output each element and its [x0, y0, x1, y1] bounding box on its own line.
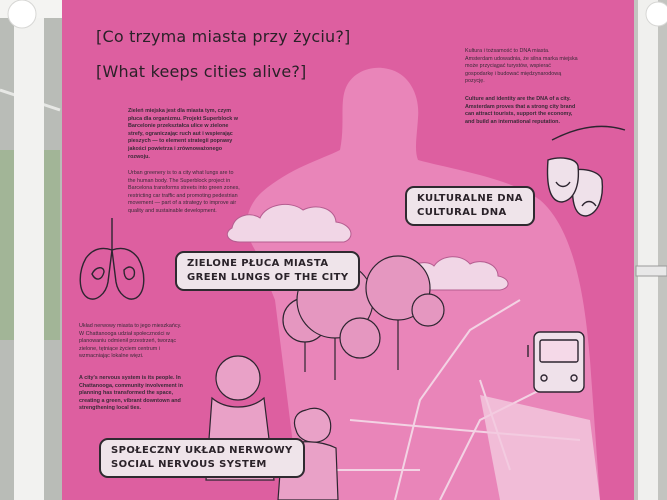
label-cultural-dna	[405, 186, 535, 226]
greenery-text-polish: Zieleń miejska jest dla miasta tym, czym płuca dla organizmu. Projekt Superblock w Barcelonie przekształca ulice w zielone strefy, ograniczając ruch aut i wspierając pieszych — to element strategii poprawy jakości powietrza i zrównoważonego rozwoju.	[128, 108, 238, 160]
bus-icon	[528, 332, 584, 392]
frame-post-right	[638, 0, 658, 500]
label-green-lungs-english: GREEN LUNGS OF THE CITY	[187, 272, 349, 283]
frame-joint	[8, 0, 36, 28]
clamp-icon	[636, 266, 667, 276]
label-nervous-english: SOCIAL NERVOUS SYSTEM	[111, 459, 267, 470]
label-cultural-dna-polish: KULTURALNE DNA	[417, 193, 523, 204]
greenery-text-english: Urban greenery is to a city what lungs are to the human body. The Superblock project in Barcelona transforms streets into green zones, restricting car traffic and promoting pedestrian movement — part of a strategy to improve air quality and sustainable development.	[128, 170, 240, 214]
culture-text-english: Culture and identity are the DNA of a city. Amsterdam proves that a strong city brand can attract tourists, support the economy, and build an international reputation.	[465, 96, 576, 125]
title-english: [What keeps cities alive?]	[96, 62, 307, 81]
nervous-text-polish: Układ nerwowy miasta to jego mieszkańcy. W Chattanooga udział społeczności w planowaniu odmienił przestrzeń, tworząc zielone, tętniące życiem centrum i wzmacniając lokalne więzi.	[79, 323, 182, 360]
label-green-lungs	[175, 251, 360, 291]
frame-post-left	[14, 0, 44, 500]
label-cultural-dna-english: CULTURAL DNA	[417, 207, 507, 218]
nervous-text-english: A city's nervous system is its people. In Chattanooga, community involvement in planning has transformed the space, creating a green, vibrant downtown and strengthening local ties.	[79, 375, 183, 412]
label-social-nervous-system	[99, 438, 305, 478]
culture-text-polish: Kultura i tożsamość to DNA miasta. Amsterdam udowadnia, że silna marka miejska może przyciągać turystów, wspierać gospodarkę i budować międzynarodową pozycję.	[465, 48, 578, 85]
label-green-lungs-polish: ZIELONE PŁUCA MIASTA	[187, 258, 329, 269]
label-nervous-polish: SPOŁECZNY UKŁAD NERWOWY	[111, 445, 293, 456]
title-polish: [Co trzyma miasta przy życiu?]	[96, 27, 351, 46]
